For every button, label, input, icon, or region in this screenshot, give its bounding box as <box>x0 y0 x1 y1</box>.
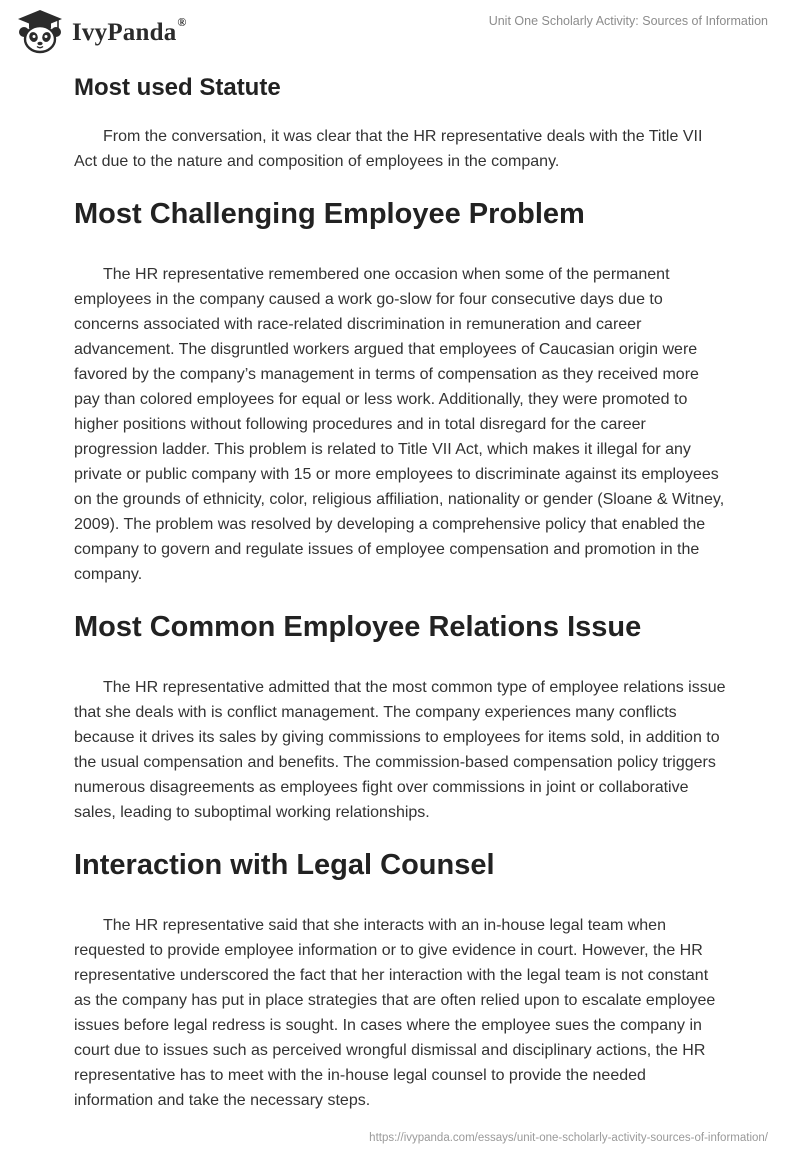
essay-content <box>74 72 726 1133</box>
section-paragraph: The HR representative remembered one occasion when some of the permanent employees in the company caused a work go-slow for four consecutive days due to concerns associated with race-related discrimination in remuneration and career advancement. The disgruntled workers argued that employees of Caucasian origin were favored by the company’s management in terms of compensation as they received more pay than colored employees for equal or less work. Additionally, they were promoted to higher positions without following procedures and in total disregard for the career progression ladder. This problem is related to Title VII Act, which makes it illegal for any private or public company with 15 or more employees to discriminate against its employees on the grounds of ethnicity, color, religious affiliation, nationality or gender (Sloane & Witney, 2009). The problem was resolved by developing a comprehensive policy that enabled the company to govern and regulate issues of employee compensation and promotion in the company. <box>74 266 725 583</box>
panda-graduate-icon <box>14 8 66 54</box>
section-heading-challenging-problem: Most Challenging Employee Problem <box>74 198 585 230</box>
section-heading-legal-counsel: Interaction with Legal Counsel <box>74 849 495 881</box>
section-heading-most-used-statute: Most used Statute <box>74 74 281 101</box>
section-heading-employee-relations: Most Common Employee Relations Issue <box>74 611 642 643</box>
source-url-link[interactable]: https://ivypanda.com/essays/unit-one-scholarly-activity-sources-of-information/ <box>369 1132 768 1144</box>
brand-name: IvyPanda® <box>72 15 187 46</box>
registered-mark: ® <box>177 15 187 29</box>
section-paragraph: From the conversation, it was clear that the HR representative deals with the Title VII Act due to the nature and composition of employees in the company. <box>74 128 703 170</box>
section-paragraph: The HR representative said that she interacts with an in-house legal team when requested to provide employee information or to give evidence in court. However, the HR representative underscored the fact that her interaction with the legal team is not constant as the company has put in place strategies that are often relied upon to escalate employee issues before legal redress is sought. In cases where the employee sues the company in court due to issues such as perceived wrongful dismissal and disciplinary actions, the HR representative has to meet with the in-house legal counsel to provide the needed information and take the necessary steps. <box>74 917 716 1109</box>
section-paragraph: The HR representative admitted that the most common type of employee relations issue that she deals with is conflict management. The company experiences many conflicts because it drives its sales by giving commissions to employees for items sold, in addition to the usual compensation and benefits. The commission-based compensation policy triggers numerous disagreements as employees fight over commissions in joint or collaborative sales, leading to suboptimal working relationships. <box>74 679 726 821</box>
logo[interactable] <box>14 8 187 54</box>
document-title: Unit One Scholarly Activity: Sources of Information <box>488 14 768 28</box>
page-header <box>0 0 800 60</box>
